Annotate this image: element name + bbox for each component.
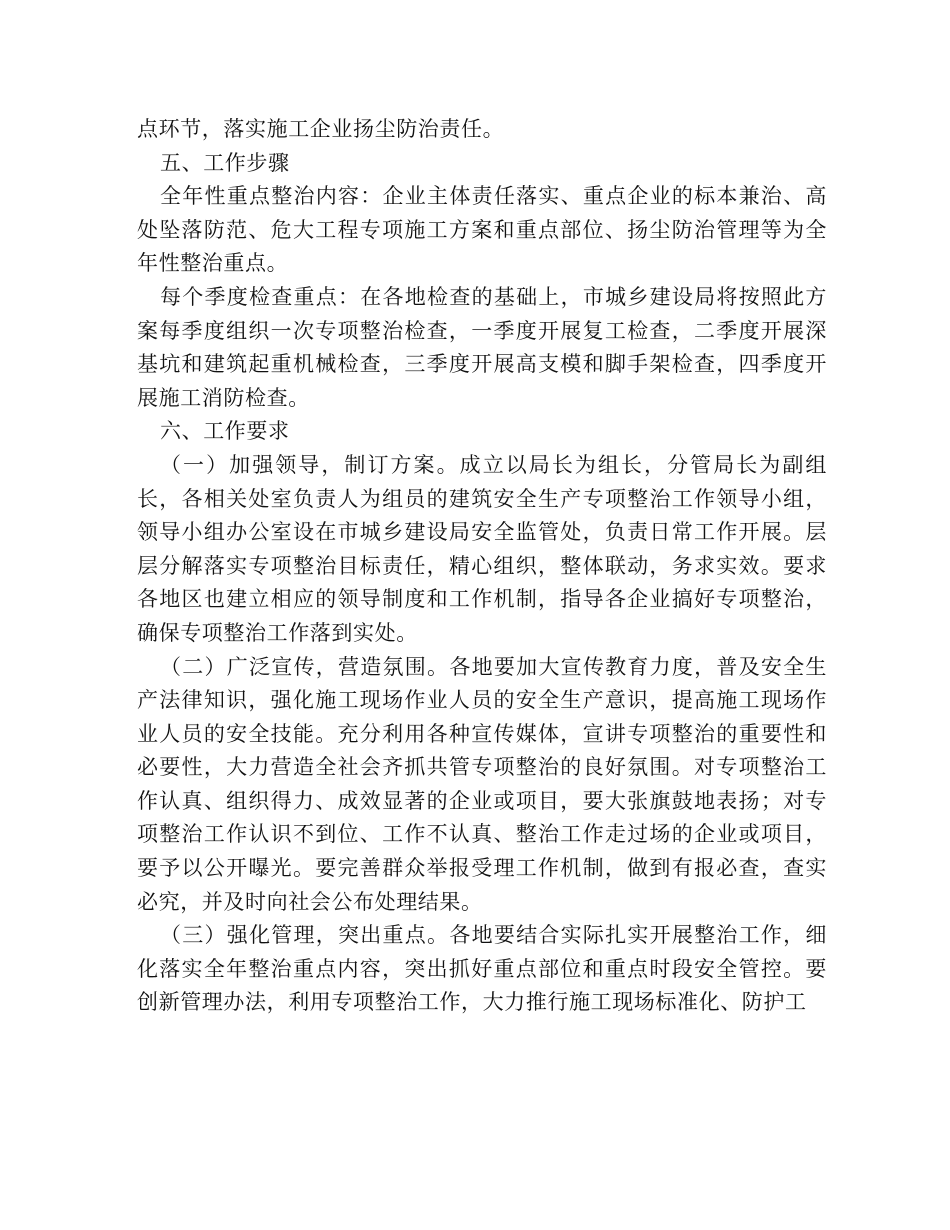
paragraph-quarterly-focus: 每个季度检查重点：在各地检查的基础上，市城乡建设局将按照此方案每季度组织一次专项整治检查，一季度开展复工检查，二季度开展深基坑和建筑起重机械检查，三季度开展高支模和脚手架检查，四季度开展施工消防检查。 [137, 284, 827, 410]
section-heading-work-requirements: 六、工作要求 [160, 419, 290, 444]
paragraph-continuation: 点环节，落实施工企业扬尘防治责任。 [137, 117, 505, 141]
paragraph-requirement-3: （三）强化管理，突出重点。各地要结合实际扎实开展整治工作，细化落实全年整治重点内容，突出抓好重点部位和重点时段安全管控。要创新管理办法，利用专项整治工作，大力推行施工现场标准化、防护工 [137, 923, 827, 1015]
paragraph-requirement-2: （二）广泛宣传，营造氛围。各地要加大宣传教育力度，普及安全生产法律知识，强化施工现场作业人员的安全生产意识，提高施工现场作业人员的安全技能。充分利用各种宣传媒体，宣讲专项整治的重要性和必要性，大力营造全社会齐抓共管专项整治的良好氛围。对专项整治工作认真、组织得力、成效显著的企业或项目，要大张旗鼓地表扬；对专项整治工作认识不到位、工作不认真、整治工作走过场的企业或项目，要予以公开曝光。要完善群众举报受理工作机制，做到有报必查，查实必究，并及时向社会公布处理结果。 [137, 654, 827, 914]
section-heading-work-steps: 五、工作步骤 [160, 150, 290, 175]
paragraph-annual-focus: 全年性重点整治内容：企业主体责任落实、重点企业的标本兼治、高处坠落防范、危大工程专项施工方案和重点部位、扬尘防治管理等为全年性整治重点。 [137, 184, 827, 276]
document-body [137, 113, 827, 1020]
paragraph-requirement-1: （一）加强领导，制订方案。成立以局长为组长，分管局长为副组长，各相关处室负责人为组员的建筑安全生产专项整治工作领导小组，领导小组办公室设在市城乡建设局安全监管处，负责日常工作开展。层层分解落实专项整治目标责任，精心组织，整体联动，务求实效。要求各地区也建立相应的领导制度和工作机制，指导各企业搞好专项整治，确保专项整治工作落到实处。 [137, 452, 827, 645]
